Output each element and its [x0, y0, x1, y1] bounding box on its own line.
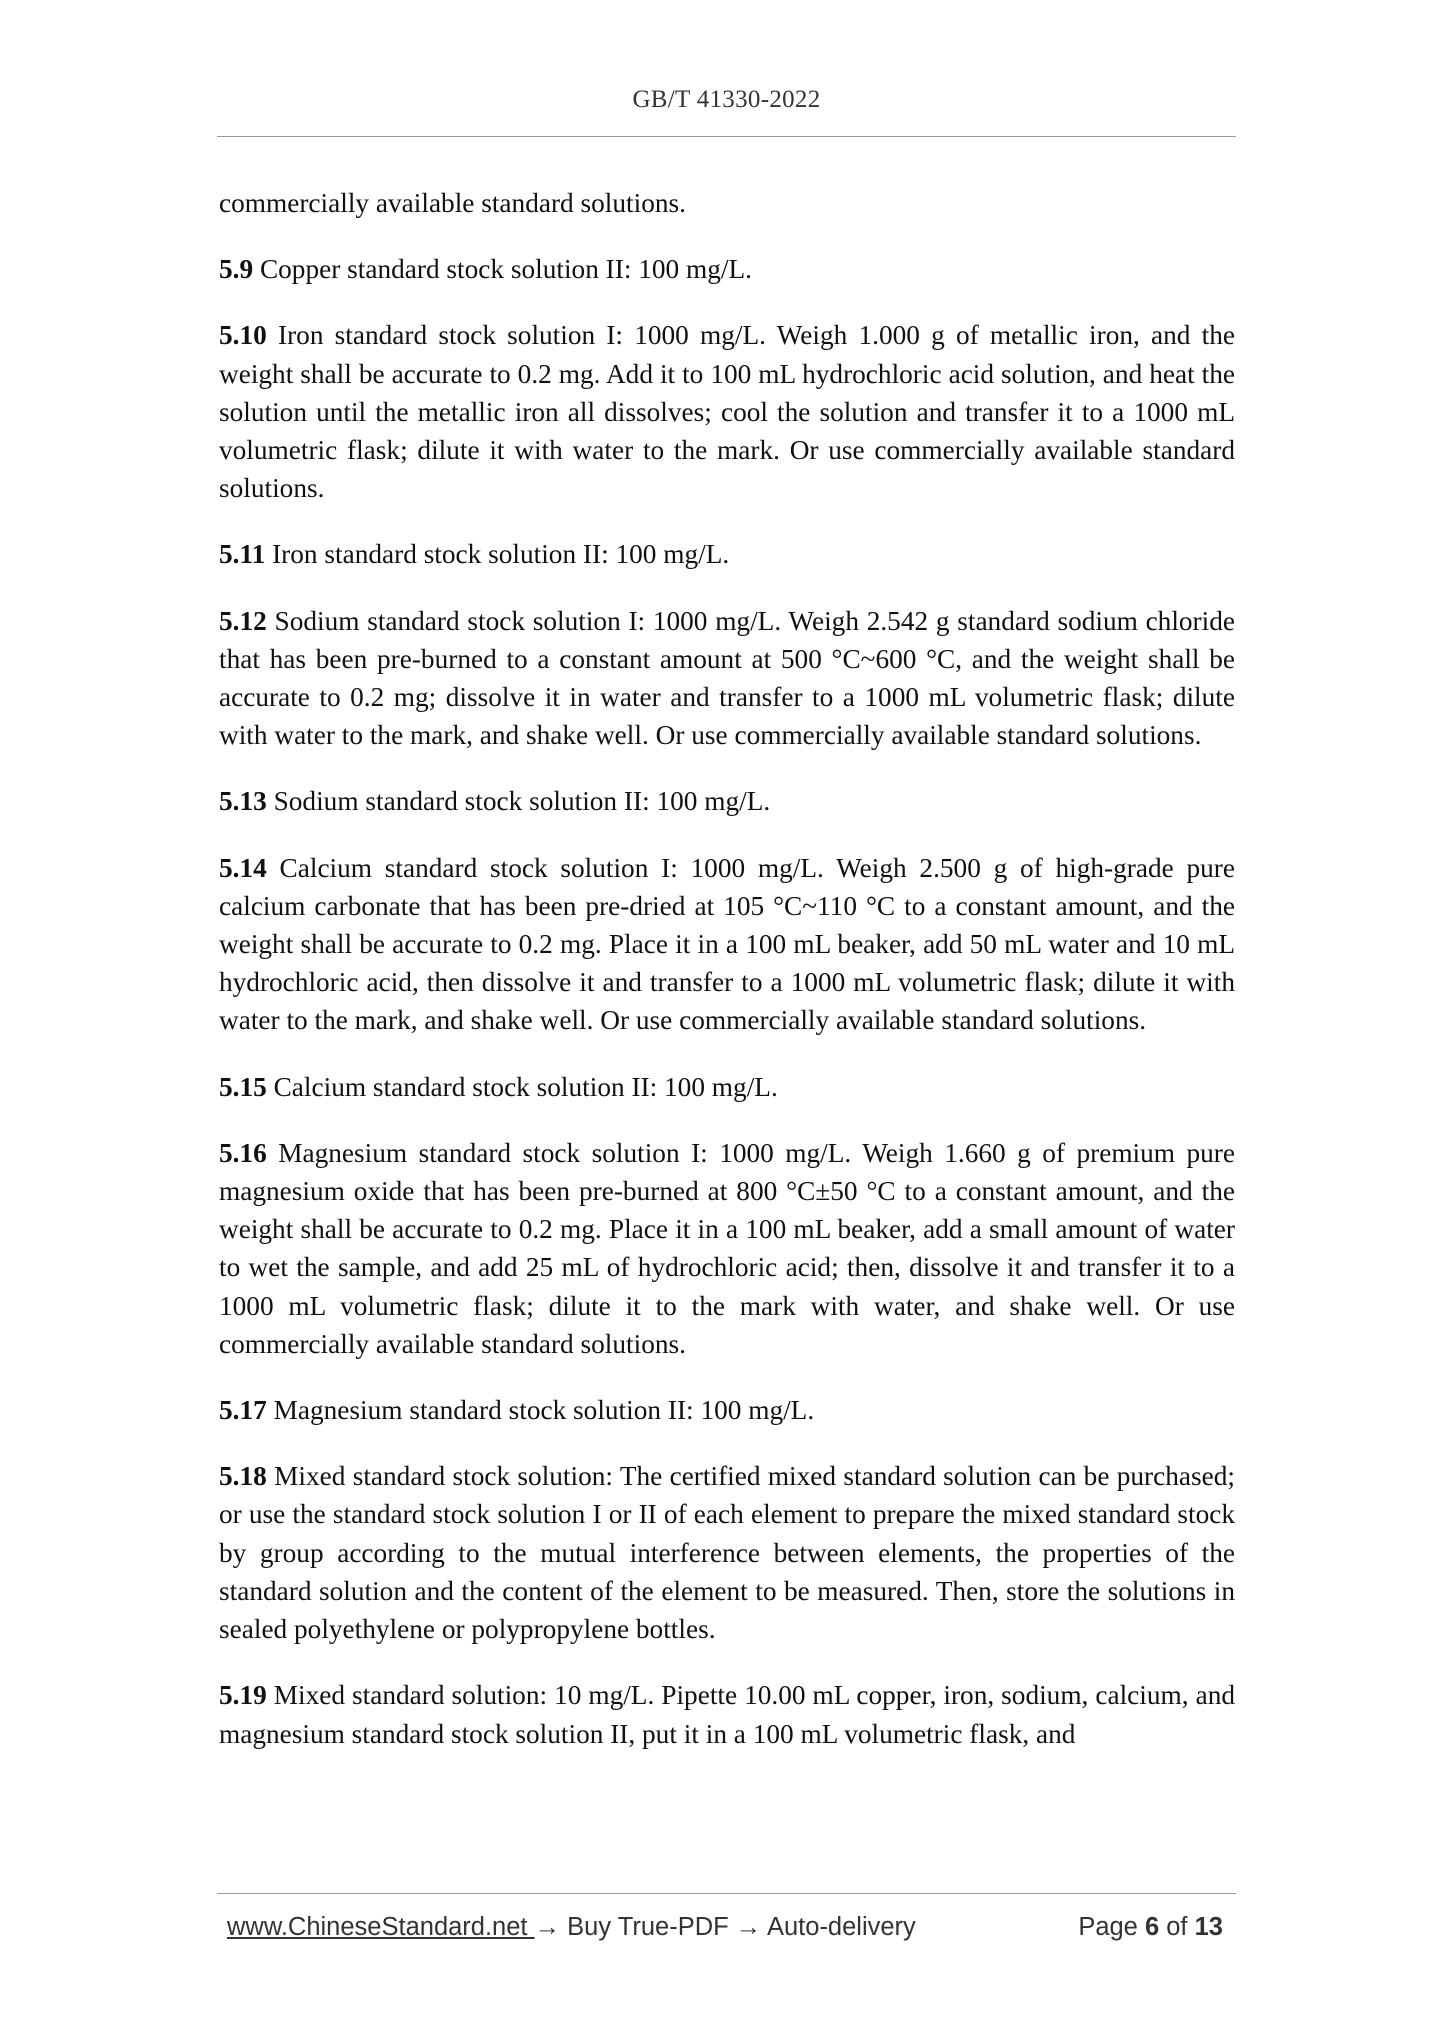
clause-5-9	[219, 250, 1235, 288]
clause-number: 5.17	[219, 1395, 267, 1426]
clause-5-14	[219, 849, 1235, 1040]
clause-5-10	[219, 316, 1235, 507]
clause-number: 5.18	[219, 1461, 267, 1492]
footer-tagline: → Buy True-PDF → Auto-delivery	[534, 1913, 916, 1941]
clause-text: Calcium standard stock solution II: 100 mg/L.	[266, 1071, 778, 1102]
page-total: 13	[1194, 1913, 1223, 1941]
header-divider	[217, 136, 1236, 137]
clause-number: 5.10	[219, 320, 267, 351]
clause-text: Magnesium standard stock solution I: 1000 mg/L. Weigh 1.660 g of premium pure magnesium oxide that has been pre-burned at 800 °C±50 °C to a constant amount, and the weight shall be accurate to 0.2 mg. Place it in a 100 mL beaker, add a small amount of water to wet the sample, and add 25 mL of hydrochloric acid; then, dissolve it and transfer it to a 1000 mL volumetric flask; dilute it to the mark with water, and shake well. Or use commercially available standard solutions.	[219, 1137, 1235, 1359]
footer-promo	[227, 1913, 916, 1942]
clause-5-13	[219, 782, 1235, 820]
clause-number: 5.16	[219, 1137, 267, 1168]
page-of-label: of	[1166, 1913, 1188, 1941]
clause-text: Copper standard stock solution II: 100 mg/L.	[253, 254, 752, 285]
clause-5-16	[219, 1134, 1235, 1363]
clause-text: Iron standard stock solution II: 100 mg/L.	[265, 539, 730, 570]
clause-number: 5.19	[219, 1680, 267, 1711]
document-header: GB/T 41330-2022	[632, 86, 821, 113]
continued-paragraph: commercially available standard solutions.	[219, 188, 686, 218]
clause-number: 5.15	[219, 1071, 267, 1102]
website-link[interactable]: www.ChineseStandard.net	[227, 1913, 535, 1941]
clause-number: 5.12	[219, 605, 267, 636]
page-label: Page	[1078, 1913, 1138, 1941]
clause-number: 5.13	[219, 786, 267, 817]
page-indicator	[1078, 1913, 1223, 1942]
page-current: 6	[1144, 1913, 1160, 1941]
clause-number: 5.14	[219, 852, 267, 883]
clause-5-15	[219, 1068, 1235, 1106]
clause-text: Sodium standard stock solution I: 1000 mg/L. Weigh 2.542 g standard sodium chloride that has been pre-burned to a constant amount at 500 °C~600 °C, and the weight shall be accurate to 0.2 mg; dissolve it in water and transfer to a 1000 mL volumetric flask; dilute with water to the mark, and shake well. Or use commercially available standard solutions.	[219, 605, 1235, 751]
clause-text: Mixed standard stock solution: The certified mixed standard solution can be purchased; or use the standard stock solution I or II of each element to prepare the mixed standard stock by group according to the mutual interference between elements, the properties of the standard solution and the content of the element to be measured. Then, store the solutions in sealed polyethylene or polypropylene bottles.	[219, 1461, 1235, 1645]
clause-text: Calcium standard stock solution I: 1000 mg/L. Weigh 2.500 g of high-grade pure calcium carbonate that has been pre-dried at 105 °C~110 °C to a constant amount, and the weight shall be accurate to 0.2 mg. Place it in a 100 mL beaker, add 50 mL water and 10 mL hydrochloric acid, then dissolve it and transfer to a 1000 mL volumetric flask; dilute it with water to the mark, and shake well. Or use commercially available standard solutions.	[219, 852, 1235, 1036]
clause-text: Sodium standard stock solution II: 100 mg/L.	[266, 786, 771, 817]
clause-5-18	[219, 1457, 1235, 1648]
clause-text: Mixed standard solution: 10 mg/L. Pipette 10.00 mL copper, iron, sodium, calcium, and magnesium standard stock solution II, put it in a 100 mL volumetric flask, and	[219, 1680, 1235, 1749]
clause-5-19	[219, 1676, 1235, 1752]
clause-number: 5.9	[219, 254, 254, 285]
clause-5-11	[219, 535, 1235, 573]
clause-5-12	[219, 602, 1235, 755]
clause-5-17	[219, 1391, 1235, 1429]
footer-divider	[217, 1893, 1236, 1894]
clause-number: 5.11	[219, 539, 266, 570]
clause-text: Magnesium standard stock solution II: 100 mg/L.	[266, 1395, 815, 1426]
clause-text: Iron standard stock solution I: 1000 mg/L. Weigh 1.000 g of metallic iron, and the weight shall be accurate to 0.2 mg. Add it to 100 mL hydrochloric acid solution, and heat the solution until the metallic iron all dissolves; cool the solution and transfer it to a 1000 mL volumetric flask; dilute it with water to the mark. Or use commercially available standard solutions.	[219, 320, 1235, 504]
document-body	[219, 184, 1235, 1781]
